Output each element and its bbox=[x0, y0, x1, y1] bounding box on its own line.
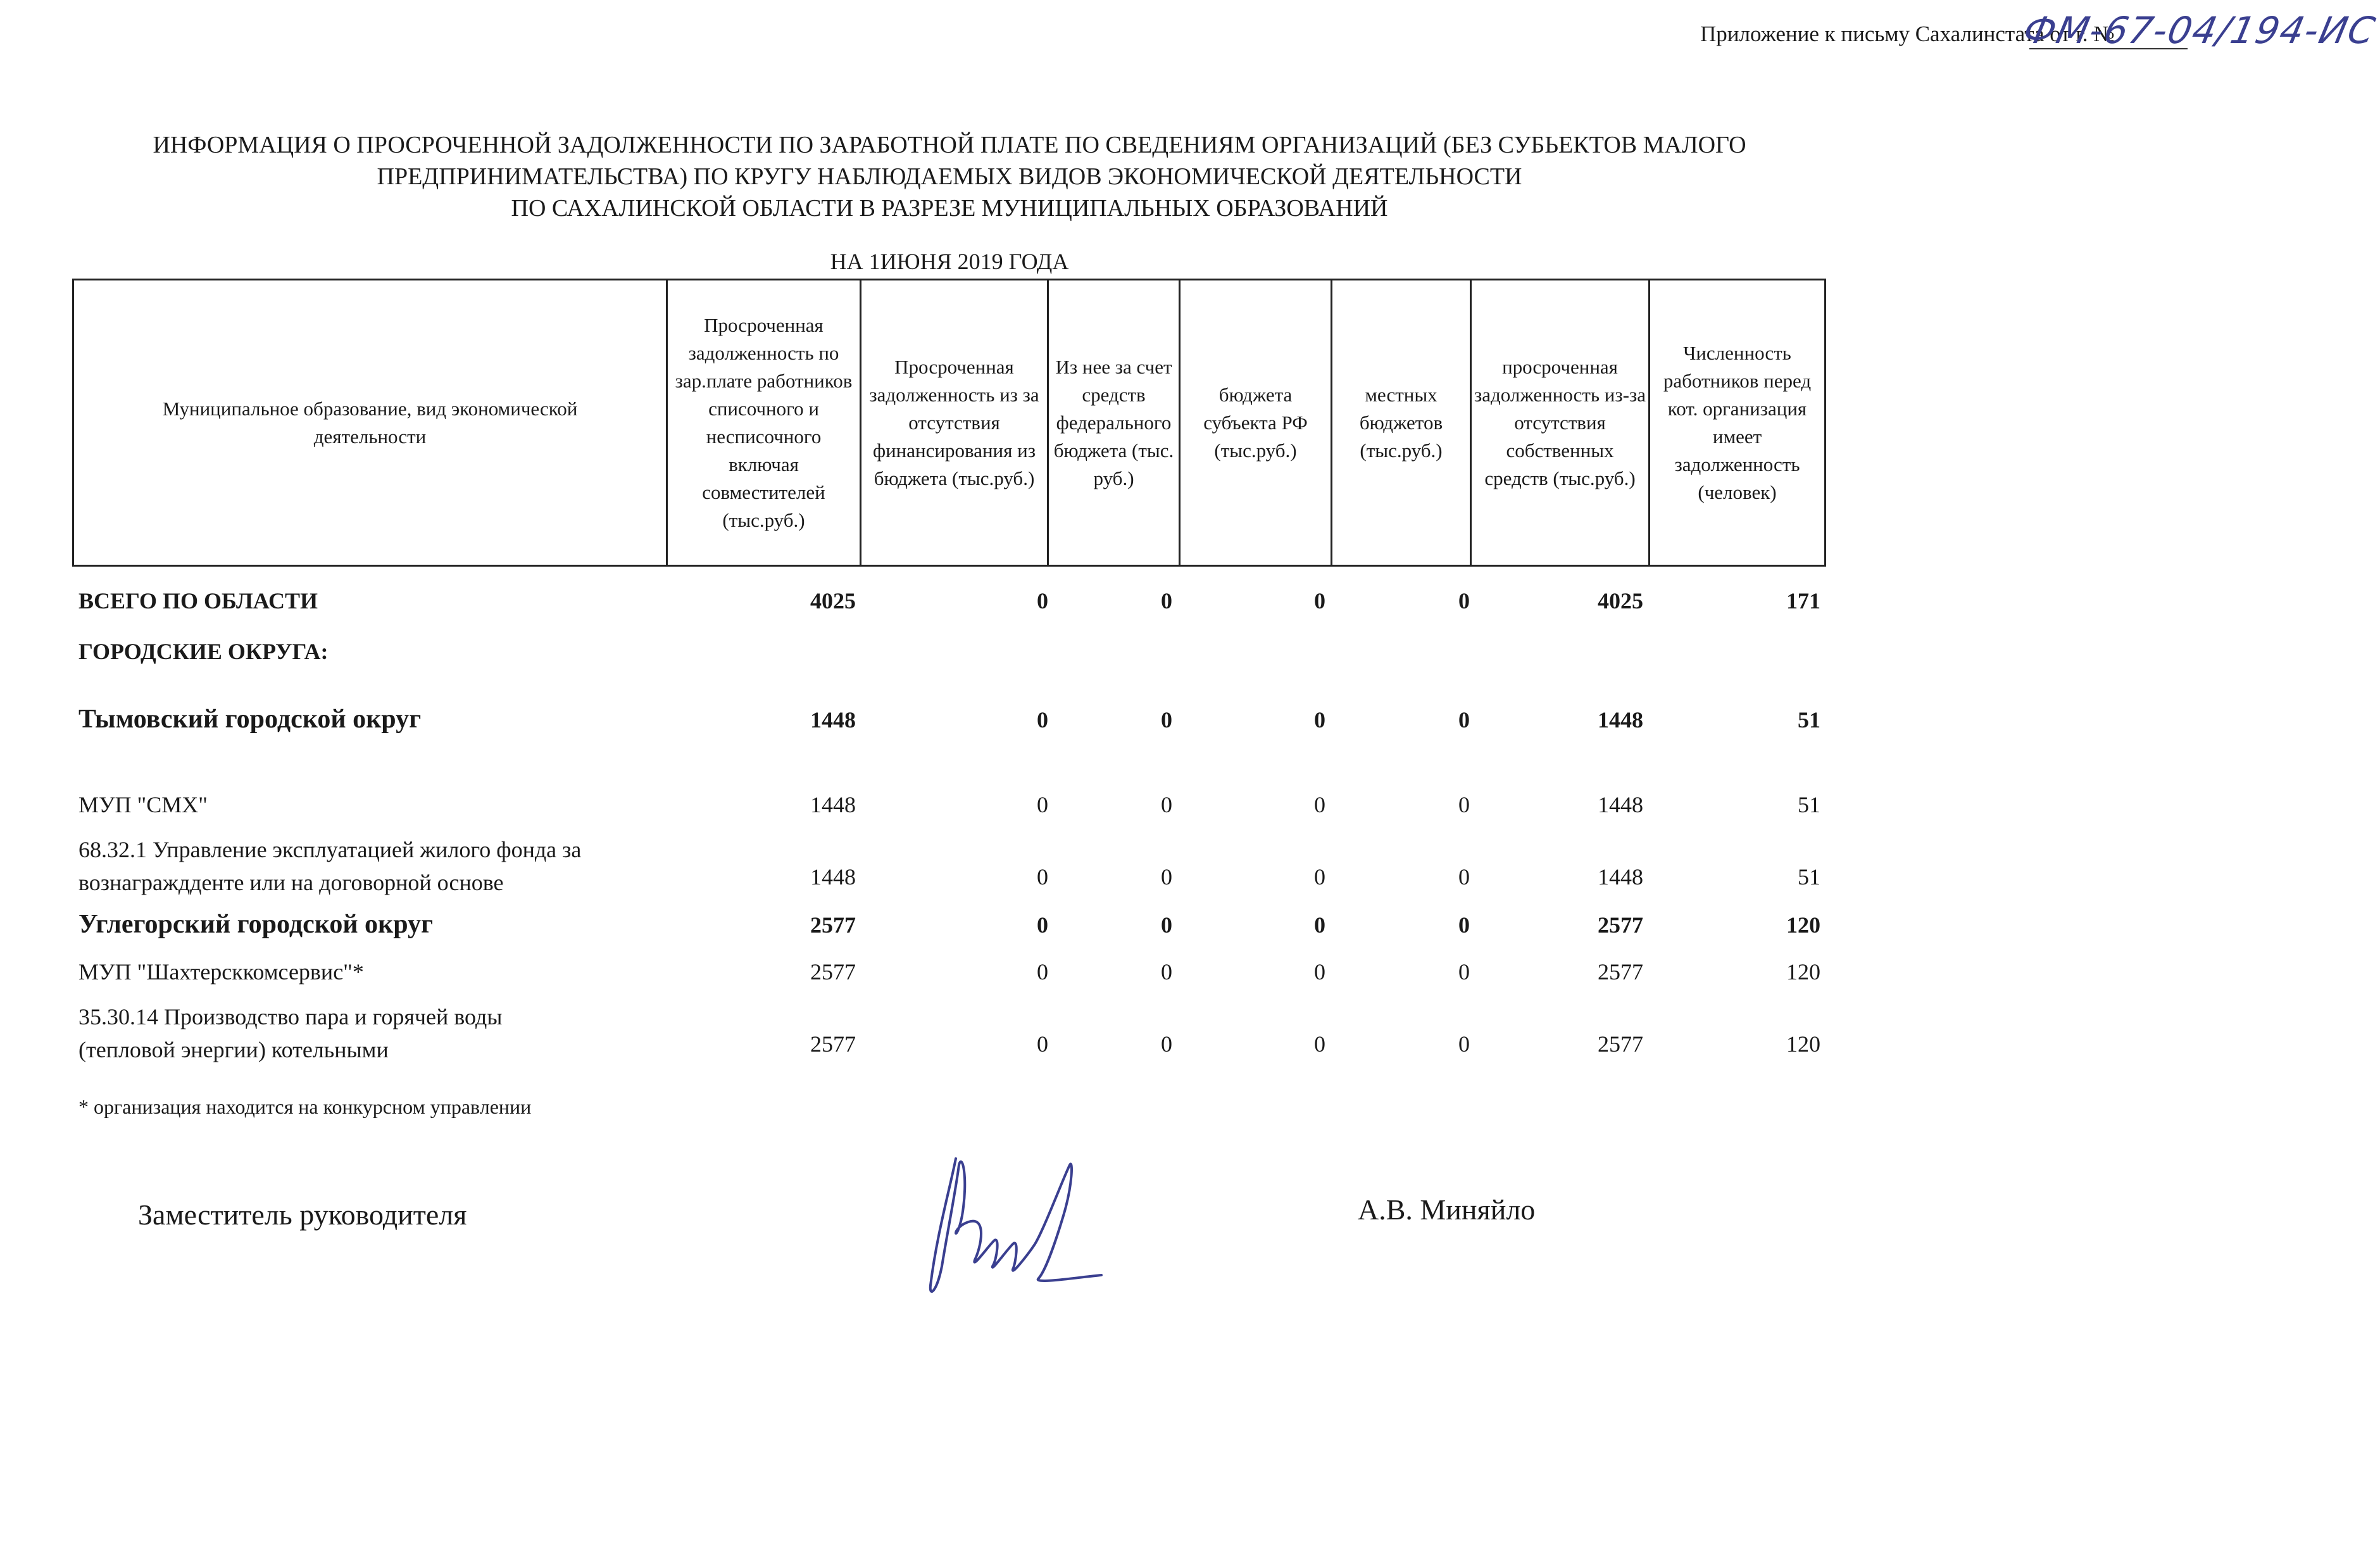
cell: 2577 bbox=[810, 912, 856, 938]
row-name bbox=[78, 833, 581, 899]
table-header bbox=[72, 279, 1826, 567]
row-name-line-2: вознаграждденте или на договорной основе bbox=[78, 870, 504, 895]
title-line-1: ИНФОРМАЦИЯ О ПРОСРОЧЕННОЙ ЗАДОЛЖЕННОСТИ ПО ЗАРАБОТНОЙ ПЛАТЕ ПО СВЕДЕНИЯМ ОРГАНИЗАЦИЙ (БЕЗ СУБЬЕКТОВ МАЛОГО bbox=[153, 132, 1746, 158]
cell: 0 bbox=[1314, 959, 1325, 984]
cell: 2577 bbox=[810, 959, 856, 984]
cell: 0 bbox=[1314, 707, 1325, 733]
cell: 171 bbox=[1786, 588, 1820, 613]
cell: 0 bbox=[1458, 864, 1470, 890]
cell: 0 bbox=[1314, 912, 1325, 938]
cell: 0 bbox=[1161, 864, 1172, 890]
cell: 0 bbox=[1161, 588, 1172, 613]
cell: 1448 bbox=[1598, 707, 1643, 733]
appendix-text: Приложение к письму Сахалинстата от г. № bbox=[1700, 22, 2115, 46]
cell: 0 bbox=[1037, 959, 1048, 984]
cell: 0 bbox=[1314, 588, 1325, 613]
col-header-own-funds: просроченная задолженность из-за отсутствия собственных средств (тыс.руб.) bbox=[1471, 280, 1650, 566]
cell: 1448 bbox=[810, 864, 856, 890]
cell: 0 bbox=[1161, 959, 1172, 984]
cell: 0 bbox=[1458, 707, 1470, 733]
col-header-total-debt: Просроченная задолженность по зар.плате работников списочного и несписочного включая совместителей (тыс.руб.) bbox=[667, 280, 861, 566]
cell: 1448 bbox=[1598, 792, 1643, 817]
row-name: Углегорский городской округ bbox=[78, 910, 434, 939]
row-name: ВСЕГО ПО ОБЛАСТИ bbox=[78, 588, 318, 613]
cell: 0 bbox=[1458, 1031, 1470, 1057]
cell: 0 bbox=[1458, 588, 1470, 613]
cell: 4025 bbox=[1598, 588, 1643, 613]
signatory-name: А.В. Миняйло bbox=[1358, 1193, 1536, 1226]
cell: 0 bbox=[1314, 1031, 1325, 1057]
cell: 0 bbox=[1161, 912, 1172, 938]
cell: 4025 bbox=[810, 588, 856, 613]
cell: 0 bbox=[1161, 1031, 1172, 1057]
title-line-3: ПО САХАЛИНСКОЙ ОБЛАСТИ В РАЗРЕЗЕ МУНИЦИПАЛЬНЫХ ОБРАЗОВАНИЙ bbox=[511, 195, 1388, 222]
cell: 0 bbox=[1458, 959, 1470, 984]
cell: 2577 bbox=[1598, 1031, 1643, 1057]
cell: 0 bbox=[1458, 792, 1470, 817]
cell: 0 bbox=[1037, 792, 1048, 817]
cell: 51 bbox=[1798, 792, 1820, 817]
cell: 0 bbox=[1037, 1031, 1048, 1057]
row-name-line-2: (тепловой энергии) котельными bbox=[78, 1037, 389, 1062]
cell: 2577 bbox=[1598, 959, 1643, 984]
col-header-municipality: Муниципальное образование, вид экономической деятельности bbox=[73, 280, 667, 566]
row-name: МУП "СМХ" bbox=[78, 792, 208, 817]
cell: 0 bbox=[1314, 792, 1325, 817]
cell: 1448 bbox=[1598, 864, 1643, 890]
row-name-line-1: 35.30.14 Производство пара и горячей воды bbox=[78, 1004, 503, 1029]
cell: 0 bbox=[1161, 707, 1172, 733]
col-header-regional: бюджета субъекта РФ (тыс.руб.) bbox=[1180, 280, 1332, 566]
cell: 120 bbox=[1786, 912, 1820, 938]
appendix-header bbox=[1238, 9, 2380, 53]
cell: 2577 bbox=[810, 1031, 856, 1057]
col-header-federal: Из нее за счет средств федерального бюджета (тыс. руб.) bbox=[1048, 280, 1180, 566]
document-title bbox=[0, 129, 1899, 224]
section-label: ГОРОДСКИЕ ОКРУГА: bbox=[78, 639, 329, 664]
title-line-2: ПРЕДПРИНИМАТЕЛЬСТВА) ПО КРУГУ НАБЛЮДАЕМЫХ ВИДОВ ЭКОНОМИЧЕСКОЙ ДЕЯТЕЛЬНОСТИ bbox=[377, 163, 1522, 190]
col-header-budget-debt: Просроченная задолженность из за отсутствия финансирования из бюджета (тыс.руб.) bbox=[861, 280, 1048, 566]
row-name-line-1: 68.32.1 Управление эксплуатацией жилого фонда за bbox=[78, 837, 582, 862]
cell: 0 bbox=[1037, 864, 1048, 890]
cell: 1448 bbox=[810, 792, 856, 817]
cell: 1448 bbox=[810, 707, 856, 733]
handwritten-signature bbox=[911, 1140, 1120, 1317]
handwritten-letter-number: ФМ-67-04/194-ИС bbox=[2019, 9, 2380, 52]
cell: 0 bbox=[1458, 912, 1470, 938]
row-name: МУП "Шахтерсккомсервис"* bbox=[78, 959, 364, 984]
cell: 51 bbox=[1798, 864, 1820, 890]
cell: 0 bbox=[1314, 864, 1325, 890]
cell: 120 bbox=[1786, 959, 1820, 984]
cell: 0 bbox=[1037, 912, 1048, 938]
col-header-workers: Численность работников перед кот. организация имеет задолженность (человек) bbox=[1650, 280, 1826, 566]
report-date: НА 1ИЮНЯ 2019 ГОДА bbox=[830, 249, 1069, 274]
cell: 0 bbox=[1037, 588, 1048, 613]
cell: 0 bbox=[1161, 792, 1172, 817]
footnote: * организация находится на конкурсном управлении bbox=[78, 1095, 532, 1118]
row-name: Тымовский городской округ bbox=[78, 705, 422, 734]
cell: 120 bbox=[1786, 1031, 1820, 1057]
cell: 2577 bbox=[1598, 912, 1643, 938]
row-name bbox=[78, 1000, 502, 1066]
number-underline bbox=[2029, 48, 2188, 49]
col-header-local: местных бюджетов (тыс.руб.) bbox=[1332, 280, 1471, 566]
cell: 0 bbox=[1037, 707, 1048, 733]
cell: 51 bbox=[1798, 707, 1820, 733]
signatory-role: Заместитель руководителя bbox=[138, 1198, 467, 1231]
